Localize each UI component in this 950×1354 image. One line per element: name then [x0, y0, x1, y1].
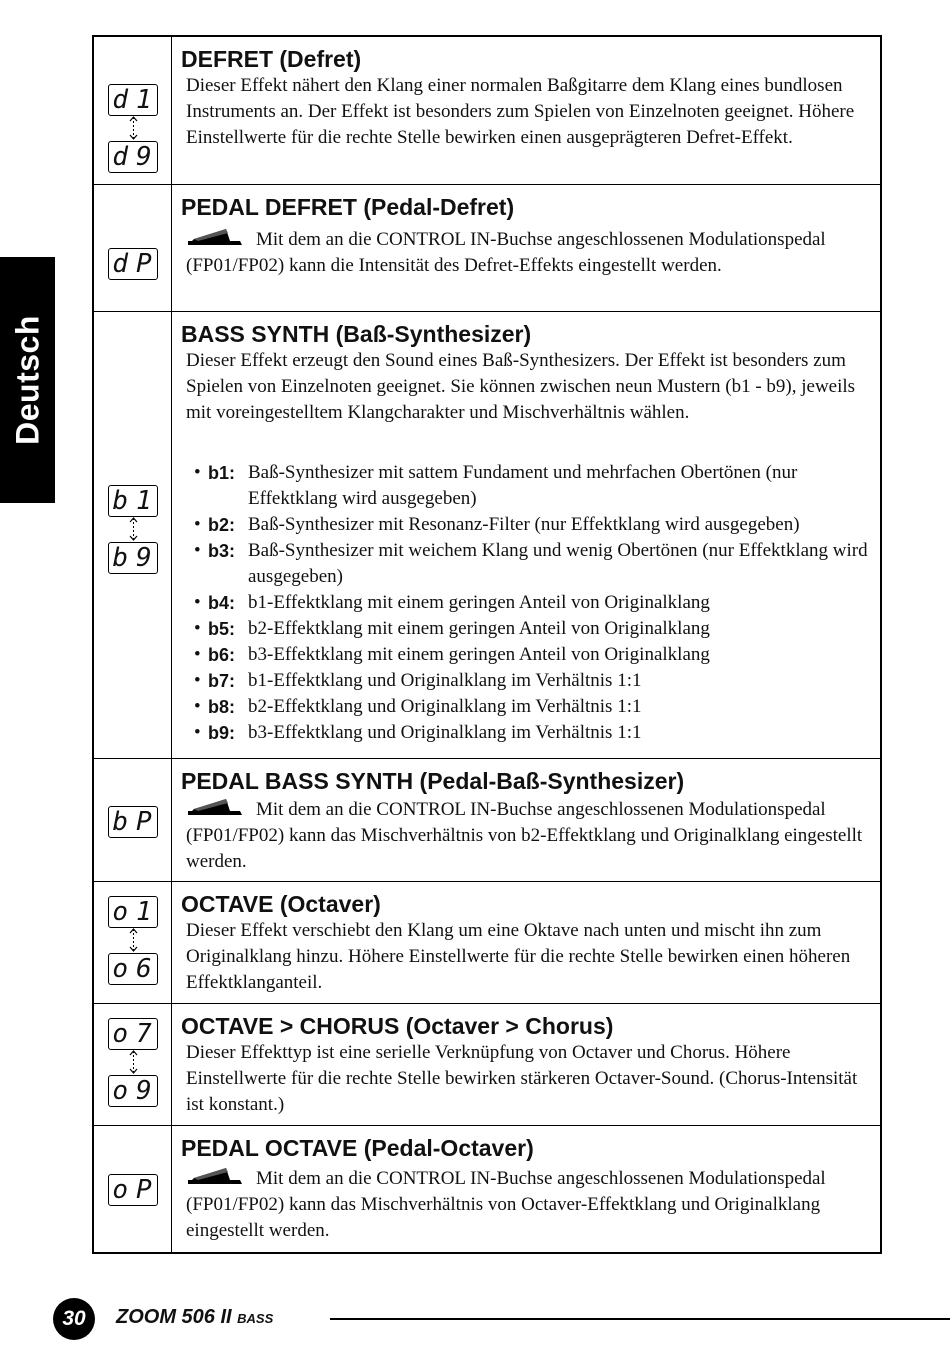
- effect-description: Dieser Effekt verschiebt den Klang um eine Oktave nach unten und mischt ihn zum Originalklang hinzu. Höhere Einstellwerte für die rechte Stelle bewirken einen höheren Effektklanganteil.: [186, 920, 851, 993]
- pattern-item: • b3: Baß-Synthesizer mit weichem Klang und wenig Obertönen (nur Effektklang wird ausgegeben): [194, 540, 868, 587]
- pattern-item: • b8: b2-Effektklang und Originalklang im Verhältnis 1:1: [194, 694, 874, 720]
- effect-row-pedal-defret: [94, 184, 880, 311]
- code-cell: [94, 1004, 172, 1125]
- code-cell: [94, 759, 172, 881]
- pattern-key: b8:: [208, 697, 235, 717]
- pattern-text: b3-Effektklang und Originalklang im Verhältnis 1:1: [248, 722, 642, 743]
- effect-description: Dieser Effekttyp ist eine serielle Verknüpfung von Octaver und Chorus. Höhere Einstellwerte für die rechte Stelle bewirken stärkeren Octaver-Sound. (Chorus-Intensität ist konstant.): [186, 1042, 858, 1115]
- lcd-code-end: o6: [108, 953, 158, 985]
- lcd-code: oP: [108, 1174, 158, 1206]
- lcd-code-start: o7: [108, 1018, 158, 1050]
- pattern-list: [194, 460, 874, 746]
- effect-description: Mit dem an die CONTROL IN-Buchse angeschlossenen Modulationspedal (FP01/FP02) kann das Mischverhältnis von Octaver-Effektklang und Originalklang eingestellt werden.: [186, 1168, 826, 1241]
- pattern-key: b4:: [208, 593, 235, 613]
- effect-title: PEDAL OCTAVE (Pedal-Octaver): [181, 1135, 534, 1161]
- pattern-key: b7:: [208, 671, 235, 691]
- code-cell: [94, 882, 172, 1003]
- pattern-key: b3:: [208, 541, 235, 561]
- lcd-code-end: d9: [108, 141, 158, 173]
- code-cell: [94, 185, 172, 311]
- code-cell: [94, 1126, 172, 1252]
- pattern-item: • b6: b3-Effektklang mit einem geringen Anteil von Originalklang: [194, 642, 874, 668]
- pattern-key: b6:: [208, 645, 235, 665]
- lcd-code-start: d1: [108, 84, 158, 116]
- pattern-key: b5:: [208, 619, 235, 639]
- effect-description: Dieser Effekt erzeugt den Sound eines Baß-Synthesizers. Der Effekt ist besonders zum Spielen von Einzelnoten geeignet. Sie können zwischen neun Mustern (b1 - b9), jeweils mit voreingestelltem Klangcharakter und Mischverhältnis wählen.: [186, 350, 856, 423]
- lcd-code-start: b1: [108, 485, 158, 517]
- lcd-code-end: b9: [108, 542, 158, 574]
- effect-description-block: [186, 1166, 870, 1244]
- footer-product-name: ZOOM 506 II: [116, 1306, 232, 1328]
- effect-row-octave: [94, 881, 880, 1003]
- effect-description: Dieser Effekt nähert den Klang einer normalen Baßgitarre dem Klang eines bundlosen Instruments an. Der Effekt ist besonders zum Spielen von Einzelnoten geeignet. Höhere Einstellwerte für die rechte Stelle bewirken einen ausgeprägteren Defret-Effekt.: [186, 75, 855, 148]
- code-cell: [94, 37, 172, 185]
- effect-row-pedal-octave: [94, 1125, 880, 1252]
- pattern-text: Baß-Synthesizer mit sattem Fundament und mehrfachen Obertönen (nur Effektklang wird ausgegeben): [248, 462, 798, 509]
- pedal-icon: [186, 227, 244, 247]
- effect-title: DEFRET (Defret): [181, 46, 362, 72]
- pattern-text: b2-Effektklang und Originalklang im Verhältnis 1:1: [248, 696, 642, 717]
- lcd-code: bP: [108, 806, 158, 838]
- pattern-item: • b4: b1-Effektklang mit einem geringen Anteil von Originalklang: [194, 590, 874, 616]
- footer-product-suffix: BASS: [237, 1311, 274, 1326]
- lcd-code: dP: [108, 248, 158, 280]
- pattern-item: • b9: b3-Effektklang und Originalklang im Verhältnis 1:1: [194, 720, 874, 746]
- pattern-item: • b1: Baß-Synthesizer mit sattem Fundament und mehrfachen Obertönen (nur Effektklang wird ausgegeben): [194, 462, 798, 509]
- footer-rule: [330, 1318, 950, 1320]
- effect-description: Mit dem an die CONTROL IN-Buchse angeschlossenen Modulationspedal (FP01/FP02) kann das Mischverhältnis von b2-Effektklang und Originalklang eingestellt werden.: [186, 799, 863, 872]
- language-tab-label: Deutsch: [9, 315, 45, 445]
- effect-row-pedal-bass-synth: [94, 758, 880, 881]
- pattern-item: • b7: b1-Effektklang und Originalklang im Verhältnis 1:1: [194, 668, 874, 694]
- pattern-text: b3-Effektklang mit einem geringen Anteil von Originalklang: [248, 644, 710, 665]
- pedal-icon: [186, 797, 244, 817]
- pattern-key: b2:: [208, 515, 235, 535]
- effect-description-block: [186, 797, 870, 875]
- effect-row-octave-chorus: [94, 1003, 880, 1125]
- effect-title: OCTAVE > CHORUS (Octaver > Chorus): [181, 1013, 614, 1039]
- lcd-code-end: o9: [108, 1075, 158, 1107]
- footer-product: [116, 1306, 273, 1329]
- effect-row-defret: [94, 37, 880, 185]
- lcd-code-start: o1: [108, 896, 158, 928]
- effect-title: OCTAVE (Octaver): [181, 891, 381, 917]
- effect-description: Mit dem an die CONTROL IN-Buchse angeschlossenen Modulationspedal (FP01/FP02) kann die Intensität des Defret-Effekts eingestellt werden.: [186, 229, 826, 276]
- pattern-item: • b5: b2-Effektklang mit einem geringen Anteil von Originalklang: [194, 616, 874, 642]
- pattern-text: b1-Effektklang mit einem geringen Anteil von Originalklang: [248, 592, 710, 613]
- pattern-key: b1:: [208, 463, 235, 483]
- page-number: 30: [53, 1298, 95, 1340]
- language-tab: [0, 257, 55, 503]
- pedal-icon: [186, 1166, 244, 1186]
- code-cell: [94, 312, 172, 759]
- pattern-text: b1-Effektklang und Originalklang im Verhältnis 1:1: [248, 670, 642, 691]
- pattern-key: b9:: [208, 723, 235, 743]
- pattern-text: b2-Effektklang mit einem geringen Anteil von Originalklang: [248, 618, 710, 639]
- pattern-text: Baß-Synthesizer mit Resonanz-Filter (nur Effektklang wird ausgegeben): [248, 514, 800, 535]
- pattern-text: Baß-Synthesizer mit weichem Klang und wenig Obertönen (nur Effektklang wird ausgegeben): [248, 540, 868, 587]
- effect-row-bass-synth: [94, 311, 880, 759]
- effect-description-block: [186, 227, 870, 279]
- effect-title: BASS SYNTH (Baß-Synthesizer): [181, 321, 532, 347]
- pattern-item: • b2: Baß-Synthesizer mit Resonanz-Filter (nur Effektklang wird ausgegeben): [194, 512, 874, 538]
- effect-title: PEDAL DEFRET (Pedal-Defret): [181, 194, 515, 220]
- effect-title: PEDAL BASS SYNTH (Pedal-Baß-Synthesizer): [181, 768, 685, 794]
- effects-table: [92, 35, 882, 1254]
